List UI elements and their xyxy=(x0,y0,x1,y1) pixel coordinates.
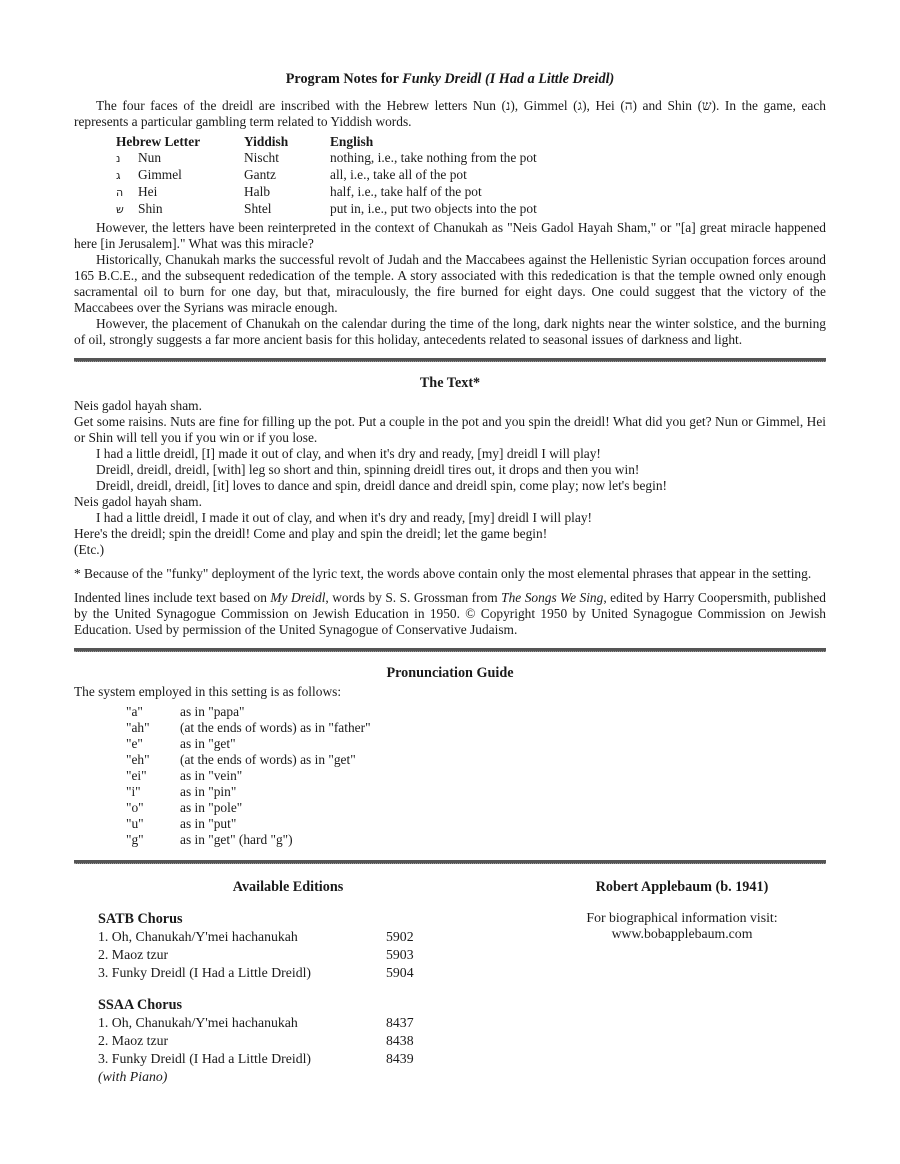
program-notes-paragraph: However, the letters have been reinterpreted in the context of Chanukah as "Neis Gadol Hayah Sham," or "[a] great miracle happened here [in Jerusalem]." What was this miracle? xyxy=(74,220,826,251)
lyric-line: I had a little dreidl, I made it out of clay, and when it's dry and ready, [my] dreidl I will play! xyxy=(96,510,592,525)
satb-editions-table xyxy=(98,928,414,982)
section-divider xyxy=(74,358,826,362)
hebrew-letters-table xyxy=(116,134,537,218)
program-notes-section xyxy=(74,70,826,88)
table-row: "i" as in "pin" xyxy=(126,784,237,799)
lyric-line: Dreidl, dreidl, dreidl, [with] leg so short and thin, spinning dreidl tires out, it drops and then you win! xyxy=(96,462,640,477)
table-row: "ah" (at the ends of words) as in "father" xyxy=(126,720,371,735)
table-row: "o" as in "pole" xyxy=(126,800,243,815)
section-divider xyxy=(74,860,826,864)
table-row: 2. Maoz tzur 5903 xyxy=(98,947,414,962)
hebrew-glyph: ה xyxy=(116,186,124,199)
table-row: "g" as in "get" (hard "g") xyxy=(126,832,293,847)
satb-title: SATB Chorus xyxy=(98,911,183,927)
table-row: "a" as in "papa" xyxy=(126,704,245,719)
table-row: 1. Oh, Chanukah/Y'mei hachanukah 5902 xyxy=(98,929,414,944)
pronunciation-title: Pronunciation Guide xyxy=(386,665,514,681)
available-editions xyxy=(74,878,478,1086)
pronunciation-section xyxy=(74,664,826,848)
the-text-section xyxy=(74,374,826,638)
copyright-credit: Indented lines include text based on My Dreidl, words by S. S. Grossman from The Songs We Sing, edited by Harry Coopersmith, published by the United Synagogue Commission on Jewish Education in 1950. © Copyright 1950 by United Synagogue Commission on Jewish Education. Used by permission of the United Synagogue of Conservative Judaism. xyxy=(74,590,826,637)
pronunciation-intro: The system employed in this setting is as follows: xyxy=(74,684,342,699)
ssaa-editions-table xyxy=(98,1014,414,1086)
hebrew-glyph: נ xyxy=(116,152,121,165)
table-row: (with Piano) xyxy=(98,1069,168,1084)
program-notes-paragraph: However, the placement of Chanukah on the calendar during the time of the long, dark nights near the winter solstice, and the burning of oil, strongly suggests a far more ancient basis for this holiday, antecedents related to seasonal issues of darkness and light. xyxy=(74,316,826,347)
table-row: ג Gimmel Gantz all, i.e., take all of the pot xyxy=(116,167,467,182)
bio-line: For biographical information visit: xyxy=(586,910,778,925)
table-row: נ Nun Nischt nothing, i.e., take nothing from the pot xyxy=(116,150,537,165)
table-row: 3. Funky Dreidl (I Had a Little Dreidl) 8439 xyxy=(98,1051,414,1066)
table-row: 2. Maoz tzur 8438 xyxy=(98,1033,414,1048)
hebrew-glyph: ש xyxy=(116,203,124,216)
lyric-line: Here's the dreidl; spin the dreidl! Come and play and spin the dreidl; let the game begin! xyxy=(74,526,548,541)
composer-name: Robert Applebaum (b. 1941) xyxy=(595,879,769,895)
lyric-line: Neis gadol hayah sham. xyxy=(74,398,202,413)
table-row: "u" as in "put" xyxy=(126,816,237,831)
lyric-line: Dreidl, dreidl, dreidl, [it] loves to dance and spin, dreidl dance and dreidl spin, come play; now let's begin! xyxy=(96,478,667,493)
table-row: "eh" (at the ends of words) as in "get" xyxy=(126,752,356,767)
lyric-line: I had a little dreidl, [I] made it out of clay, and when it's dry and ready, [my] dreidl I will play! xyxy=(96,446,601,461)
program-notes-intro: The four faces of the dreidl are inscribed with the Hebrew letters Nun (נ), Gimmel (ג), Hei (ה) and Shin (ש). In the game, each represents a particular gambling term related to Yiddish words. xyxy=(74,98,826,129)
document-page xyxy=(74,62,826,1086)
program-notes-title: Program Notes for Funky Dreidl (I Had a Little Dreidl) xyxy=(285,71,615,87)
the-text-title: The Text* xyxy=(419,375,481,391)
table-row: ש Shin Shtel put in, i.e., put two objects into the pot xyxy=(116,201,537,216)
table-row: ה Hei Halb half, i.e., take half of the pot xyxy=(116,184,482,199)
ssaa-title: SSAA Chorus xyxy=(98,997,182,1013)
program-notes-paragraph: Historically, Chanukah marks the successful revolt of Judah and the Maccabees against the Hellenistic Syrian occupation forces around 165 B.C.E., and the subsequent rededication of the temple. A story associated with this rededication is that the temple owned only enough sacramental oil to burn for one day, but that, miraculously, the fire burned for eight days. One could suggest that the victory of the Maccabees over the Syrians was miracle enough. xyxy=(74,252,826,315)
pronunciation-table xyxy=(126,704,371,848)
table-row: "e" as in "get" xyxy=(126,736,236,751)
table-row: 3. Funky Dreidl (I Had a Little Dreidl) 5904 xyxy=(98,965,414,980)
lyric-line: Neis gadol hayah sham. xyxy=(74,494,202,509)
section-divider xyxy=(74,648,826,652)
bottom-section xyxy=(74,878,826,1086)
composer-info xyxy=(478,878,826,1086)
composer-website: www.bobapplebaum.com xyxy=(611,926,753,941)
table-header-row: Hebrew Letter Yiddish English xyxy=(116,134,374,149)
lyric-line: Get some raisins. Nuts are fine for filling up the pot. Put a couple in the pot and you spin the dreidl! What did you get? Nun or Gimmel, Hei or Shin will tell you if you win or if you lose. xyxy=(74,414,826,445)
hebrew-glyph: ג xyxy=(116,169,121,182)
footnote: * Because of the "funky" deployment of the lyric text, the words above contain only the most elemental phrases that appear in the setting. xyxy=(74,566,812,581)
table-row: 1. Oh, Chanukah/Y'mei hachanukah 8437 xyxy=(98,1015,414,1030)
editions-title: Available Editions xyxy=(232,879,344,895)
lyric-line: (Etc.) xyxy=(74,542,105,557)
table-row: "ei" as in "vein" xyxy=(126,768,243,783)
